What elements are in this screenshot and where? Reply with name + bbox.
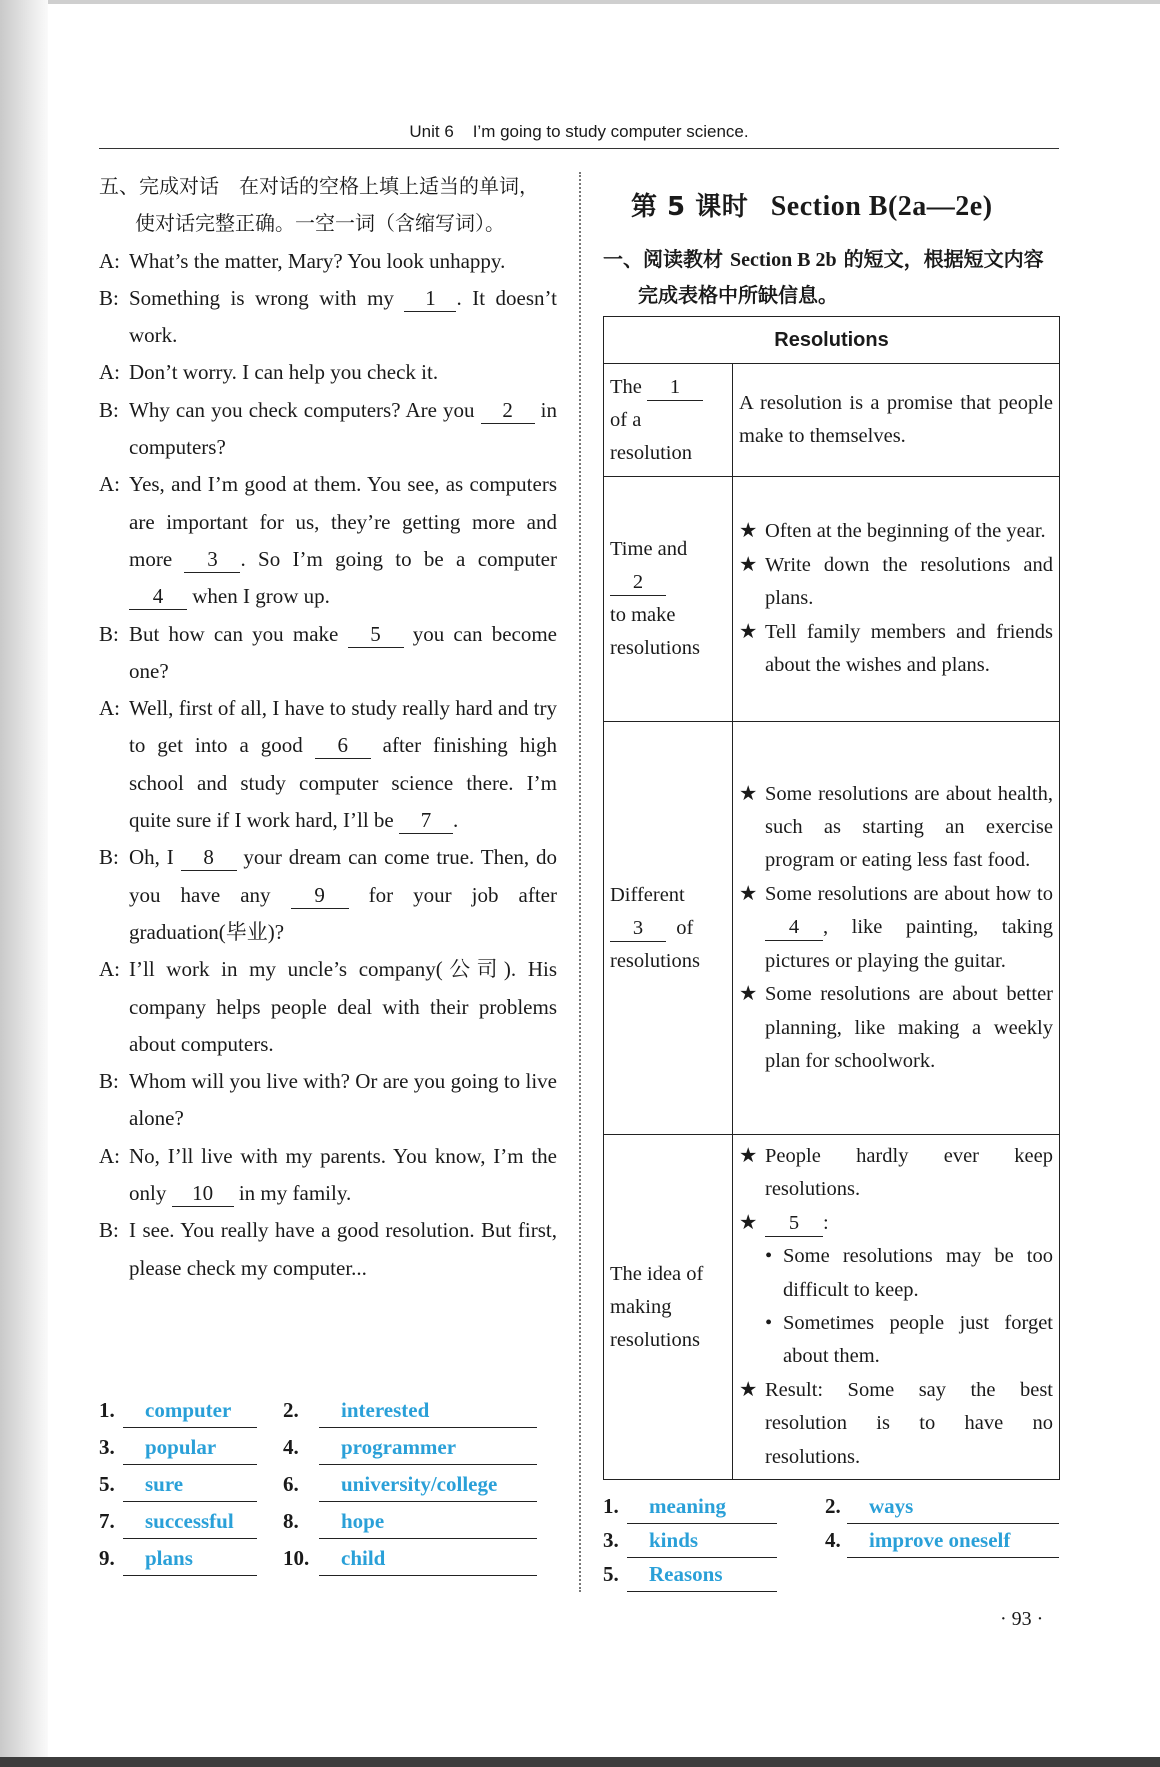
row3-label-c: resolutions: [610, 949, 700, 972]
answer-row: [99, 1472, 541, 1509]
answer-value: ways: [847, 1494, 1059, 1524]
dialogue-line: [99, 392, 557, 467]
row4-item-1: People hardly ever keep resolutions.: [765, 1144, 1053, 1201]
dialogue-text: [129, 839, 557, 951]
running-header: [99, 122, 1059, 142]
dialogue-text: [129, 243, 557, 280]
dialogue-segment: Whom will you live with? Or are you going to live alone?: [129, 1069, 557, 1131]
bullet-icon: •: [765, 1312, 773, 1334]
dialogue-text: [129, 951, 557, 1063]
row1-label-a: The: [610, 375, 642, 398]
star-icon: ★: [739, 553, 758, 576]
answer-value: popular: [123, 1435, 257, 1465]
row4-item-2-colon: :: [823, 1211, 829, 1234]
answer-number: 1.: [603, 1494, 619, 1518]
row2-label-c: resolutions: [610, 637, 700, 659]
dialogue-segment: But how can you make: [129, 621, 348, 646]
answer-row: [99, 1509, 541, 1546]
dialogue-segment: you can become one?: [129, 621, 557, 683]
speaker-label: B:: [99, 1069, 119, 1094]
blank-3[interactable]: 3: [610, 915, 666, 942]
list-item: [739, 1140, 1053, 1207]
header-title: I’m going to study computer science.: [472, 122, 749, 141]
dialogue-line: [99, 1138, 557, 1213]
row2-item-1: Often at the beginning of the year.: [765, 520, 1046, 543]
answer-value: Reasons: [627, 1562, 777, 1592]
dialogue-line: [99, 951, 557, 1063]
speaker-label: B:: [99, 397, 119, 422]
answer-number: 6.: [283, 1472, 299, 1496]
dialogue-segment: Well, first of all, I have to study really hard and try to get into a good: [129, 696, 557, 758]
dialogue-text: [129, 690, 557, 839]
answer-value: improve oneself: [847, 1528, 1059, 1558]
row4-label: [604, 1135, 733, 1480]
answer-row: [99, 1435, 541, 1472]
lesson-title: [631, 186, 993, 223]
speaker-label: B:: [99, 285, 119, 310]
speaker-label: A:: [99, 248, 120, 273]
dialogue-segment: for your job after graduation(毕业)?: [129, 882, 557, 944]
instruction-en: Section B 2b: [729, 249, 837, 271]
header-unit: Unit 6: [409, 122, 454, 141]
page-number: · 93 ·: [1000, 1608, 1044, 1630]
answer-value: interested: [319, 1398, 537, 1428]
part1-answers: [603, 1494, 1060, 1596]
list-item: [739, 549, 1053, 616]
dialogue-segment: . So I’m going to be a computer: [240, 546, 557, 571]
row4-label-a: The idea of: [610, 1262, 704, 1285]
dialogue-segment: Oh, I: [129, 845, 181, 870]
blank-6[interactable]: 6: [315, 732, 371, 759]
row3-label: [604, 722, 733, 1135]
dialogue-segment: in my family.: [233, 1181, 352, 1206]
dialogue-segment: I see. You really have a good resolution. But first, please check my computer...: [129, 1218, 557, 1280]
dialogue-segment: I’ll work in my uncle’s company(公司). His company helps people deal with their problems about computers.: [129, 957, 557, 1056]
dialogue-line: [99, 243, 557, 280]
blank-5[interactable]: 5: [348, 621, 404, 648]
dialogue-segment: Why can you check computers? Are you: [129, 397, 481, 422]
dialogue-line: [99, 839, 557, 951]
top-edge: [0, 0, 1160, 4]
dialogue-segment: Something is wrong with my: [129, 285, 405, 310]
answer-number: 5.: [603, 1562, 619, 1586]
row4-item-3: Result: Some say the best resolution is to have no resolutions.: [765, 1378, 1053, 1468]
dialogue-segment: your dream can come true. Then, do you have any: [129, 845, 557, 907]
row3-item-2-post: , like painting, taking pictures or playing the guitar.: [765, 916, 1053, 972]
row2-label: [604, 477, 733, 722]
blank-5[interactable]: 5: [765, 1210, 823, 1237]
answer-number: 9.: [99, 1546, 115, 1570]
row3-item-2: [765, 878, 1053, 978]
answer-value: plans: [123, 1546, 257, 1576]
dialogue-line: [99, 1212, 557, 1287]
blank-2[interactable]: 2: [481, 397, 535, 424]
answer-row: [99, 1398, 541, 1435]
table-row: [604, 722, 1060, 1135]
speaker-label: B:: [99, 1218, 119, 1243]
answer-number: 7.: [99, 1509, 115, 1533]
answer-value: computer: [123, 1398, 257, 1428]
instruction-pre: 一、阅读教材: [603, 247, 730, 271]
dialogue-segment: after finishing high school and study computer science there. I’m quite sure if I work hard, I’ll be: [129, 733, 557, 833]
dialogue-text: [129, 280, 557, 355]
speaker-label: A:: [99, 360, 120, 385]
answer-row: [603, 1562, 1060, 1596]
speaker-label: A:: [99, 1143, 120, 1168]
dialogue-line: [99, 690, 557, 839]
table-row: [604, 1135, 1060, 1480]
blank-1[interactable]: 1: [647, 374, 703, 401]
dialogue-text: [129, 1063, 557, 1138]
row3-label-a: Different: [610, 883, 685, 906]
answer-value: successful: [123, 1509, 257, 1539]
list-item: [765, 1307, 1053, 1374]
answer-number: 3.: [603, 1528, 619, 1552]
list-item: [739, 1374, 1053, 1474]
dialogue-line: [99, 354, 557, 391]
dialogue-segment: What’s the matter, Mary? You look unhappy.: [129, 248, 506, 273]
row1-label-b: of a: [610, 408, 642, 431]
exercise-5-answers: [99, 1398, 541, 1583]
dialogue-line: [99, 1063, 557, 1138]
star-icon: ★: [739, 782, 758, 805]
row2-item-2: Write down the resolutions and plans.: [765, 553, 1053, 610]
dialogue-segment: No, I’ll live with my parents. You know, I’m the only: [129, 1143, 557, 1206]
list-item: [739, 1207, 1053, 1240]
blank-10[interactable]: 10: [172, 1180, 234, 1207]
speaker-label: A:: [99, 472, 120, 497]
speaker-label: A:: [99, 696, 120, 721]
star-icon: ★: [739, 983, 758, 1006]
instruction-post: 的短文，根据短文内容完成表格中所缺信息。: [638, 247, 1044, 307]
row2-item-3: Tell family members and friends about the wishes and plans.: [765, 620, 1053, 677]
dialogue-segment: Yes, and I’m good at them. You see, as computers are important for us, they’re getting more and more: [129, 472, 557, 571]
dialogue-text: [129, 392, 557, 467]
row4-bullet-1: Some resolutions may be too difficult to keep.: [783, 1245, 1053, 1301]
row2-label-a: Time and: [610, 538, 688, 560]
answer-number: 10.: [283, 1546, 310, 1570]
row3-item-1: Some resolutions are about health, such as starting an exercise program or eating less fast food.: [765, 782, 1053, 872]
row1-label: [604, 364, 733, 477]
bullet-icon: •: [765, 1245, 773, 1268]
list-item: [739, 515, 1053, 548]
answer-value: sure: [123, 1472, 257, 1502]
answer-value: child: [319, 1546, 537, 1576]
answer-row: [603, 1528, 1060, 1562]
dialogue-segment: in computers?: [129, 397, 557, 460]
row3-item-2-pre: Some resolutions are about how to: [765, 882, 1053, 905]
blank-1[interactable]: 1: [404, 285, 456, 312]
blank-4[interactable]: 4: [129, 583, 187, 610]
star-icon: ★: [739, 520, 758, 543]
table-row: [604, 477, 1060, 722]
blank-4[interactable]: 4: [765, 914, 823, 941]
row4-item-2: [765, 1207, 1053, 1240]
speaker-label: B:: [99, 621, 119, 646]
bottom-edge: [0, 1757, 1160, 1767]
dialogue-segment: Don’t worry. I can help you check it.: [129, 360, 439, 385]
exercise-5-title: 五、完成对话 在对话的空格上填上适当的单词，使对话完整正确。一空一词（含缩写词）。: [99, 174, 539, 236]
row2-content: [733, 477, 1060, 722]
blank-8[interactable]: 8: [181, 844, 237, 871]
dialogue-text: [129, 616, 557, 691]
star-icon: ★: [739, 1378, 758, 1401]
answer-number: 2.: [825, 1494, 841, 1518]
answer-row: [603, 1494, 1060, 1528]
list-item: [739, 616, 1053, 683]
exercise-5: [99, 168, 557, 1287]
blank-3[interactable]: 3: [184, 546, 240, 573]
answer-number: 5.: [99, 1472, 115, 1496]
answer-value: hope: [319, 1509, 537, 1539]
answer-number: 3.: [99, 1435, 115, 1459]
row3-content: [733, 722, 1060, 1135]
speaker-label: B:: [99, 845, 119, 870]
blank-9[interactable]: 9: [291, 882, 349, 909]
list-item: [739, 978, 1053, 1078]
dialogue-text: [129, 466, 557, 615]
table-heading: Resolutions: [604, 317, 1060, 364]
row4-label-b: making: [610, 1295, 672, 1318]
row4-bullet-2: Sometimes people just forget about them.: [783, 1312, 1053, 1368]
blank-2[interactable]: 2: [610, 569, 666, 596]
row3-label-b: of: [676, 916, 694, 939]
answer-value: meaning: [627, 1494, 777, 1524]
dialogue-segment: when I grow up.: [187, 584, 330, 609]
dialogue-line: [99, 466, 557, 615]
dialogue-text: [129, 354, 557, 391]
row3-item-3: Some resolutions are about better planning, like making a weekly plan for schoolwork.: [765, 983, 1053, 1072]
blank-7[interactable]: 7: [399, 807, 453, 834]
row1-content: A resolution is a promise that people make to themselves.: [733, 364, 1060, 477]
resolutions-table: [603, 316, 1060, 1480]
list-item: [739, 878, 1053, 978]
row2-label-b: to make: [610, 604, 676, 626]
star-icon: ★: [739, 1211, 758, 1234]
answer-value: kinds: [627, 1528, 777, 1558]
dialogue: [99, 243, 557, 1287]
answer-number: 2.: [283, 1398, 299, 1422]
answer-value: programmer: [319, 1435, 537, 1465]
dialogue-text: [129, 1138, 557, 1213]
star-icon: ★: [739, 882, 758, 905]
lesson-label: 第 5 课时: [631, 192, 749, 222]
answer-number: 1.: [99, 1398, 115, 1422]
part1-instruction: [603, 242, 1059, 313]
answer-row: [99, 1546, 541, 1583]
answer-value: university/college: [319, 1472, 537, 1502]
lesson-section: Section B(2a—2e): [770, 191, 993, 222]
row4-label-c: resolutions: [610, 1328, 700, 1351]
answer-number: 8.: [283, 1509, 299, 1533]
row1-label-c: resolution: [610, 441, 692, 464]
list-item: [739, 778, 1053, 878]
row4-content: [733, 1135, 1060, 1480]
table-row: [604, 364, 1060, 477]
list-item: [765, 1240, 1053, 1307]
dialogue-segment: .: [453, 808, 459, 833]
answer-number: 4.: [283, 1435, 299, 1459]
column-divider: [579, 172, 581, 1592]
dialogue-line: [99, 616, 557, 691]
dialogue-segment: . It doesn’t work.: [129, 285, 557, 348]
dialogue-line: [99, 280, 557, 355]
speaker-label: A:: [99, 957, 120, 982]
answer-number: 4.: [825, 1528, 841, 1552]
dialogue-text: [129, 1212, 557, 1287]
star-icon: ★: [739, 1144, 758, 1167]
page-gutter-shadow: [0, 0, 48, 1767]
header-rule: [99, 148, 1059, 149]
star-icon: ★: [739, 620, 758, 643]
